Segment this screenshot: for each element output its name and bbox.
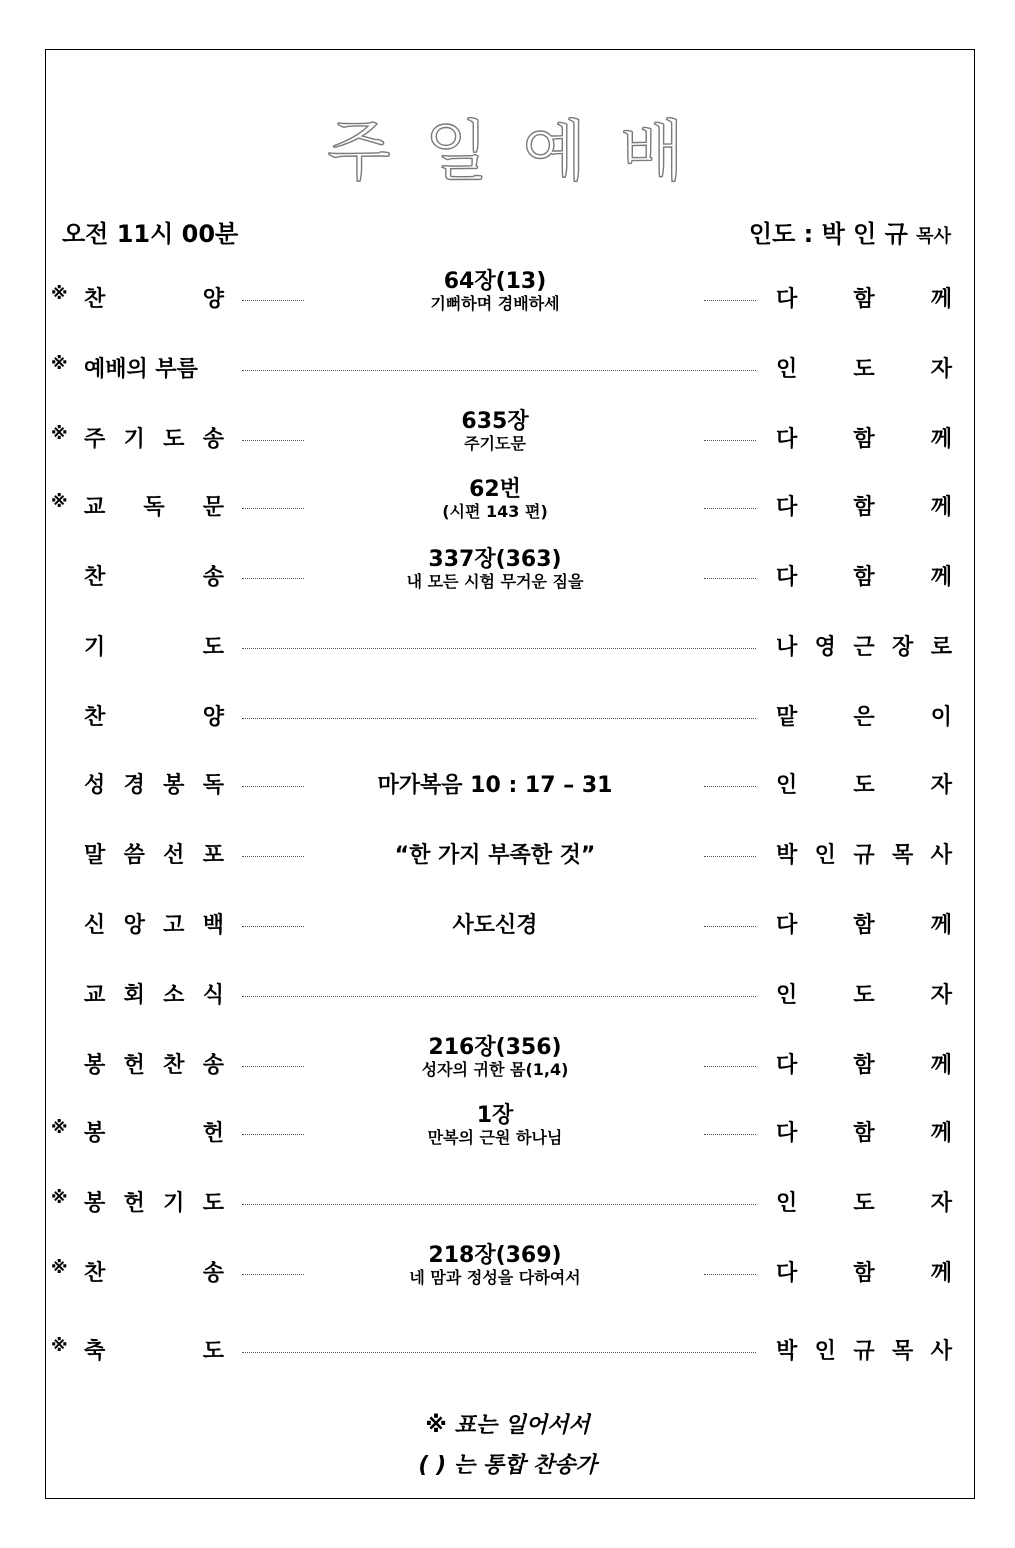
detail-sub: 네 맘과 정성을 다하여서 bbox=[409, 1268, 581, 1287]
standing-mark: ※ bbox=[51, 1258, 68, 1278]
leader-dots bbox=[242, 1274, 304, 1275]
detail-main: 337장(363) bbox=[428, 547, 562, 572]
item-person: 다 함 께 bbox=[776, 565, 952, 590]
service-item bbox=[0, 269, 1015, 316]
service-time: 오전 11시 00분 bbox=[62, 220, 239, 248]
page-title: 주일예배 bbox=[326, 113, 719, 190]
item-detail bbox=[310, 548, 680, 592]
service-item bbox=[0, 1103, 1015, 1150]
standing-mark: ※ bbox=[51, 1336, 68, 1356]
leader-dots bbox=[704, 440, 756, 441]
service-item bbox=[0, 409, 1015, 456]
item-detail bbox=[310, 410, 680, 454]
item-label: 찬 양 bbox=[84, 287, 224, 312]
item-label: 말 씀 선 포 bbox=[84, 843, 224, 868]
leader-dots bbox=[242, 370, 756, 371]
leader-title: 목사 bbox=[916, 226, 951, 247]
leader-dots bbox=[704, 786, 756, 787]
standing-mark: ※ bbox=[51, 354, 68, 374]
leader-dots bbox=[242, 440, 304, 441]
leader-dots bbox=[242, 856, 304, 857]
item-label: 예배의 부름 bbox=[84, 357, 198, 382]
service-item bbox=[0, 1328, 1015, 1368]
detail-main: 635장 bbox=[461, 409, 529, 434]
leader-dots bbox=[242, 1134, 304, 1135]
leader-name: 인도 : 박 인 규 bbox=[748, 220, 908, 248]
item-label: 찬 송 bbox=[84, 1261, 224, 1286]
item-person: 다 함 께 bbox=[776, 1261, 952, 1286]
leader-dots bbox=[704, 1274, 756, 1275]
standing-note: ※ 표는 일어서서 bbox=[425, 1413, 590, 1438]
leader-dots bbox=[242, 300, 304, 301]
item-person: 맡 은 이 bbox=[776, 705, 952, 730]
item-detail bbox=[310, 1036, 680, 1080]
detail-sub: 기뻐하며 경배하세 bbox=[430, 294, 560, 313]
leader-dots bbox=[242, 1204, 756, 1205]
leader-dots bbox=[704, 300, 756, 301]
detail-sub: (시편 143 편) bbox=[442, 502, 548, 521]
standing-mark: ※ bbox=[51, 424, 68, 444]
standing-mark: ※ bbox=[51, 284, 68, 304]
detail-main: 1장 bbox=[476, 1103, 514, 1128]
leader-dots bbox=[242, 648, 756, 649]
detail-main: 62번 bbox=[469, 477, 521, 502]
item-label: 찬 양 bbox=[84, 705, 224, 730]
service-item bbox=[0, 547, 1015, 594]
leader-dots bbox=[704, 578, 756, 579]
item-person: 박 인 규 목 사 bbox=[776, 1339, 952, 1364]
detail-main: 218장(369) bbox=[428, 1243, 562, 1268]
service-item bbox=[0, 346, 1015, 386]
item-detail bbox=[310, 478, 680, 522]
detail-sub: 내 모든 시험 무거운 짐을 bbox=[406, 572, 584, 591]
service-item bbox=[0, 1243, 1015, 1290]
standing-mark: ※ bbox=[51, 492, 68, 512]
item-detail bbox=[310, 838, 680, 869]
service-item bbox=[0, 1180, 1015, 1220]
leader-dots bbox=[242, 578, 304, 579]
item-detail bbox=[310, 1244, 680, 1288]
item-label: 봉 헌 기 도 bbox=[84, 1191, 224, 1216]
detail-main: 216장(356) bbox=[428, 1035, 562, 1060]
item-person: 다 함 께 bbox=[776, 287, 952, 312]
standing-mark: ※ bbox=[51, 1188, 68, 1208]
detail-main: 64장(13) bbox=[443, 269, 547, 294]
item-label: 신 앙 고 백 bbox=[84, 913, 224, 938]
item-detail bbox=[310, 768, 680, 799]
item-label: 교 회 소 식 bbox=[84, 983, 224, 1008]
service-item bbox=[0, 902, 1015, 942]
item-label: 축 도 bbox=[84, 1339, 224, 1364]
item-label: 교 독 문 bbox=[84, 495, 224, 520]
item-detail bbox=[310, 908, 680, 939]
item-label: 성 경 봉 독 bbox=[84, 773, 224, 798]
detail-main: 사도신경 bbox=[452, 913, 538, 938]
leader-dots bbox=[242, 996, 756, 997]
service-item bbox=[0, 1035, 1015, 1082]
standing-mark: ※ bbox=[51, 1118, 68, 1138]
item-detail bbox=[310, 270, 680, 314]
service-leader bbox=[749, 214, 951, 249]
item-label: 기 도 bbox=[84, 635, 224, 660]
detail-sub: 만복의 근원 하나님 bbox=[427, 1128, 563, 1147]
leader-dots bbox=[242, 1066, 304, 1067]
item-label: 주 기 도 송 bbox=[84, 427, 224, 452]
detail-main: “한 가지 부족한 것” bbox=[394, 843, 596, 868]
item-person: 인 도 자 bbox=[776, 773, 952, 798]
item-detail bbox=[310, 1104, 680, 1148]
leader-dots bbox=[704, 1134, 756, 1135]
detail-sub: 성자의 귀한 몸(1,4) bbox=[421, 1060, 569, 1079]
leader-dots bbox=[242, 786, 304, 787]
hymnal-note: ( ) 는 통합 찬송가 bbox=[418, 1453, 597, 1478]
leader-dots bbox=[242, 718, 756, 719]
item-label: 봉 헌 찬 송 bbox=[84, 1053, 224, 1078]
service-item bbox=[0, 832, 1015, 872]
item-person: 박 인 규 목 사 bbox=[776, 843, 952, 868]
item-person: 다 함 께 bbox=[776, 495, 952, 520]
item-person: 나 영 근 장 로 bbox=[776, 635, 952, 660]
service-item bbox=[0, 972, 1015, 1012]
item-label: 찬 송 bbox=[84, 565, 224, 590]
item-person: 다 함 께 bbox=[776, 1121, 952, 1146]
detail-main: 마가복음 10 : 17 – 31 bbox=[377, 773, 613, 798]
service-item bbox=[0, 762, 1015, 802]
item-person: 다 함 께 bbox=[776, 1053, 952, 1078]
leader-dots bbox=[704, 1066, 756, 1067]
leader-dots bbox=[704, 856, 756, 857]
service-item bbox=[0, 694, 1015, 734]
item-person: 인 도 자 bbox=[776, 983, 952, 1008]
item-person: 인 도 자 bbox=[776, 357, 952, 382]
service-item bbox=[0, 477, 1015, 524]
item-person: 다 함 께 bbox=[776, 913, 952, 938]
detail-sub: 주기도문 bbox=[464, 434, 526, 453]
leader-dots bbox=[242, 1352, 756, 1353]
leader-dots bbox=[704, 508, 756, 509]
leader-dots bbox=[242, 508, 304, 509]
service-item bbox=[0, 624, 1015, 664]
leader-dots bbox=[704, 926, 756, 927]
leader-dots bbox=[242, 926, 304, 927]
item-label: 봉 헌 bbox=[84, 1121, 224, 1146]
item-person: 다 함 께 bbox=[776, 427, 952, 452]
item-person: 인 도 자 bbox=[776, 1191, 952, 1216]
